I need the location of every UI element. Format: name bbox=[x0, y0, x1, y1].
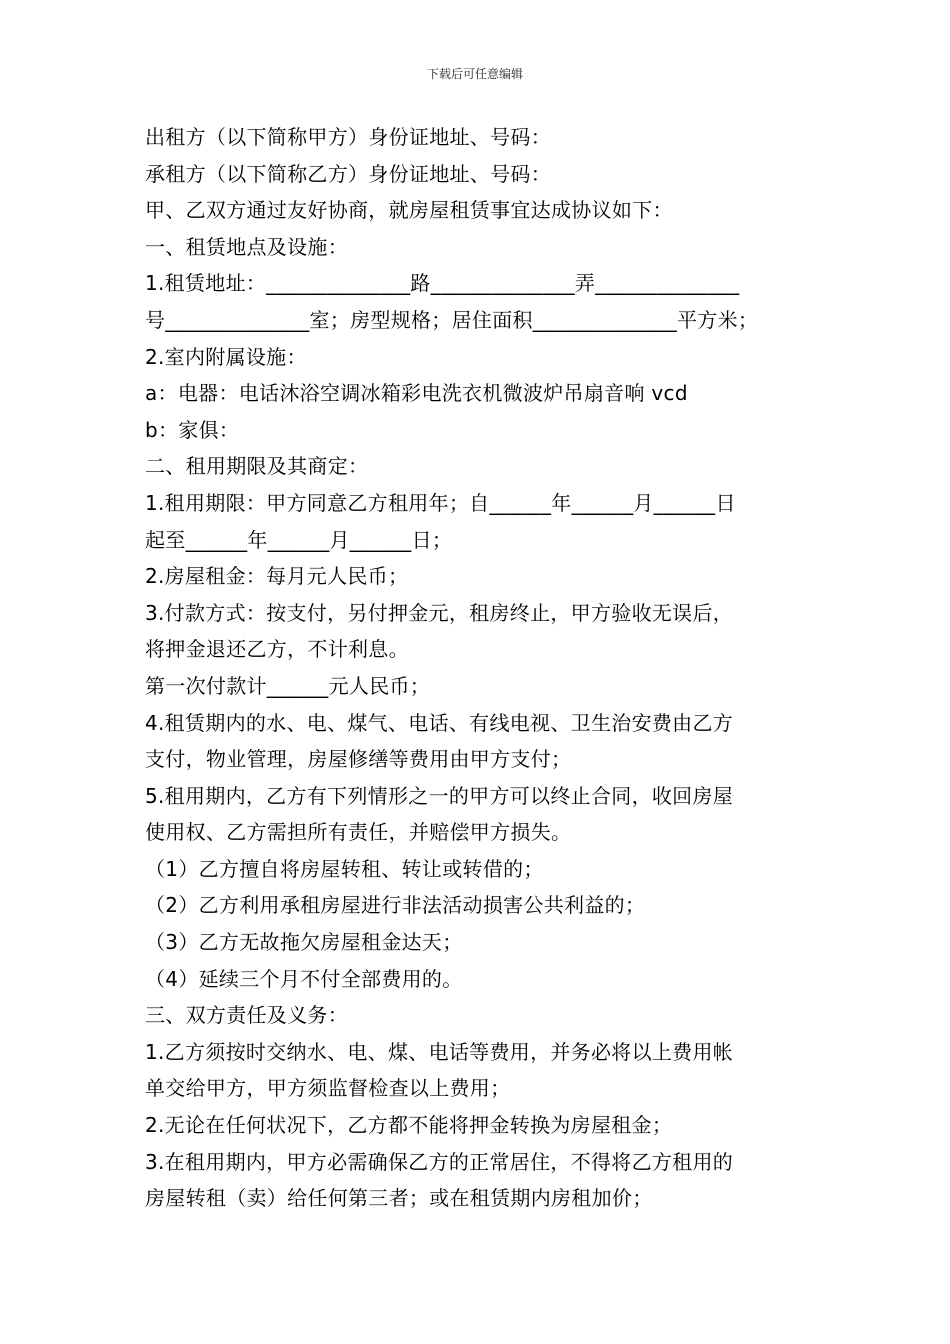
first-payment-line: 第一次付款计______元人民币； bbox=[145, 673, 431, 698]
section-2-heading: 二、租用期限及其商定： bbox=[145, 454, 369, 479]
termination-line-cont: 使用权、乙方需担所有责任，并赔偿甲方损失。 bbox=[145, 820, 572, 845]
section-1-heading: 一、租赁地点及设施： bbox=[145, 234, 348, 259]
termination-line: 5.租用期内，乙方有下列情形之一的甲方可以终止合同，收回房屋 bbox=[145, 783, 734, 808]
payment-method-line: 3.付款方式：按支付，另付押金元，租房终止，甲方验收无误后， bbox=[145, 600, 734, 625]
duty-3-line-cont: 房屋转租（卖）给任何第三者；或在租赁期内房租加价； bbox=[145, 1186, 653, 1211]
termination-clause-3: （3）乙方无故拖欠房屋租金达天； bbox=[145, 930, 463, 955]
agreement-intro: 甲、乙双方通过友好协商，就房屋租赁事宜达成协议如下： bbox=[145, 198, 673, 223]
utilities-line-cont: 支付，物业管理，房屋修缮等费用由甲方支付； bbox=[145, 747, 572, 772]
lessee-id-line: 承租方（以下简称乙方）身份证地址、号码： bbox=[145, 161, 551, 186]
lease-term-end-line: 起至______年______月______日； bbox=[145, 527, 453, 552]
facilities-heading: 2.室内附属设施： bbox=[145, 344, 307, 369]
termination-clause-4: （4）延续三个月不付全部费用的。 bbox=[145, 966, 463, 991]
duty-3-line: 3.在租用期内，甲方必需确保乙方的正常居住，不得将乙方租用的 bbox=[145, 1149, 734, 1174]
rental-address-line: 1.租赁地址：______________路______________弄______________ bbox=[145, 271, 740, 296]
monthly-rent-line: 2.房屋租金：每月元人民币； bbox=[145, 564, 409, 589]
appliances-line: a：电器：电话沐浴空调冰箱彩电洗衣机微波炉吊扇音响 vcd bbox=[145, 381, 688, 406]
deposit-return-line: 将押金退还乙方，不计利息。 bbox=[145, 637, 409, 662]
contract-body bbox=[145, 119, 807, 1217]
duty-1-line: 1.乙方须按时交纳水、电、煤、电话等费用，并务必将以上费用帐 bbox=[145, 1039, 734, 1064]
section-3-heading: 三、双方责任及义务： bbox=[145, 1003, 348, 1028]
room-spec-line: 号______________室；房型规格；居住面积______________平方米； bbox=[145, 307, 759, 332]
utilities-line: 4.租赁期内的水、电、煤气、电话、有线电视、卫生治安费由乙方 bbox=[145, 710, 734, 735]
duty-2-line: 2.无论在任何状况下，乙方都不能将押金转换为房屋租金； bbox=[145, 1113, 673, 1138]
furniture-line: b：家俱： bbox=[145, 417, 240, 442]
duty-1-line-cont: 单交给甲方，甲方须监督检查以上费用； bbox=[145, 1076, 511, 1101]
termination-clause-1: （1）乙方擅自将房屋转租、转让或转借的； bbox=[145, 856, 544, 881]
termination-clause-2: （2）乙方利用承租房屋进行非法活动损害公共利益的； bbox=[145, 893, 646, 918]
lease-term-line: 1.租用期限：甲方同意乙方租用年；自______年______月______日 bbox=[145, 490, 736, 515]
lessor-id-line: 出租方（以下简称甲方）身份证地址、号码： bbox=[145, 125, 551, 149]
page-header-note: 下载后可任意编辑 bbox=[426, 67, 523, 81]
